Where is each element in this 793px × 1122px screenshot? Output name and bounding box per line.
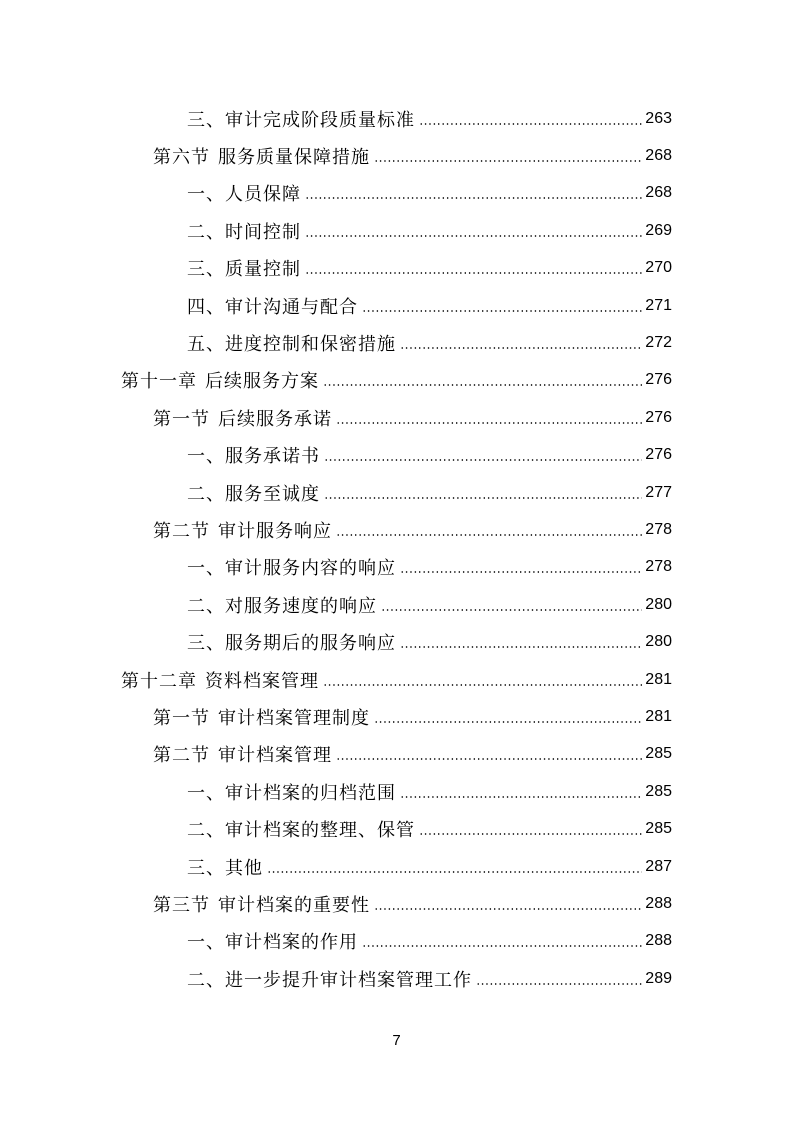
toc-entry-title (187, 480, 320, 506)
toc-entry-label: 第六节 (153, 147, 210, 169)
toc-entry-title (187, 255, 301, 281)
toc-entry-title (187, 293, 358, 319)
toc-entry-label: 一、 (187, 446, 225, 468)
toc-entry-text: 对服务速度的响应 (225, 595, 377, 617)
toc-entry-label: 一、 (187, 782, 225, 804)
toc-entry-page: 288 (645, 894, 672, 912)
toc-entry-label: 第一节 (153, 408, 210, 430)
toc-entry-page: 281 (645, 670, 672, 688)
toc-entry-text: 服务期后的服务响应 (225, 633, 396, 655)
toc-entry-label: 五、 (187, 334, 225, 356)
toc-entry[interactable] (0, 773, 793, 810)
toc-entry-page: 288 (645, 932, 672, 950)
toc-entry-label: 二、 (187, 483, 225, 505)
dot-leader (419, 833, 642, 835)
toc-entry-label: 二、 (187, 221, 225, 243)
dot-leader (305, 235, 642, 237)
toc-entry-title (121, 367, 319, 393)
toc-entry[interactable] (0, 137, 793, 174)
table-of-contents (0, 100, 793, 997)
toc-entry-label: 第二节 (153, 520, 210, 542)
toc-entry[interactable] (0, 362, 793, 399)
toc-entry-page: 289 (645, 969, 672, 987)
toc-entry-title (187, 554, 396, 580)
toc-entry[interactable] (0, 848, 793, 885)
toc-entry-text: 审计完成阶段质量标准 (225, 109, 415, 131)
toc-entry[interactable] (0, 960, 793, 997)
toc-entry[interactable] (0, 175, 793, 212)
toc-entry-title (187, 180, 301, 206)
toc-entry-text: 审计服务内容的响应 (225, 558, 396, 580)
toc-entry-title (153, 143, 370, 169)
dot-leader (400, 646, 642, 648)
toc-entry[interactable] (0, 586, 793, 623)
toc-entry[interactable] (0, 212, 793, 249)
toc-entry-page: 272 (645, 334, 672, 352)
dot-leader (362, 310, 642, 312)
dot-leader (419, 123, 642, 125)
toc-entry[interactable] (0, 623, 793, 660)
toc-entry[interactable] (0, 661, 793, 698)
toc-entry-text: 审计档案的整理、保管 (225, 820, 415, 842)
toc-entry-text: 质量控制 (225, 259, 301, 281)
toc-entry-title (187, 854, 263, 880)
toc-entry-text: 资料档案管理 (205, 670, 319, 692)
toc-entry-title (153, 704, 370, 730)
dot-leader (323, 684, 642, 686)
toc-entry-label: 一、 (187, 932, 225, 954)
toc-entry-text: 进一步提升审计档案管理工作 (225, 969, 472, 991)
toc-entry-label: 第三节 (153, 894, 210, 916)
toc-entry-text: 进度控制和保密措施 (225, 334, 396, 356)
toc-entry[interactable] (0, 250, 793, 287)
toc-entry-page: 278 (645, 558, 672, 576)
toc-entry-title (153, 891, 370, 917)
toc-entry-page: 280 (645, 595, 672, 613)
toc-entry-label: 一、 (187, 558, 225, 580)
toc-entry-page: 268 (645, 184, 672, 202)
page-number: 7 (392, 1032, 401, 1049)
dot-leader (374, 908, 642, 910)
toc-entry-page: 276 (645, 408, 672, 426)
toc-entry-page: 277 (645, 483, 672, 501)
toc-entry-title (187, 106, 415, 132)
toc-entry-label: 三、 (187, 633, 225, 655)
dot-leader (400, 571, 642, 573)
toc-entry-label: 四、 (187, 296, 225, 318)
toc-entry[interactable] (0, 324, 793, 361)
toc-entry-label: 三、 (187, 857, 225, 879)
toc-entry-text: 服务质量保障措施 (218, 147, 370, 169)
dot-leader (267, 871, 642, 873)
toc-entry-text: 时间控制 (225, 221, 301, 243)
dot-leader (305, 197, 642, 199)
toc-entry-label: 第二节 (153, 745, 210, 767)
toc-entry-label: 二、 (187, 969, 225, 991)
toc-entry[interactable] (0, 511, 793, 548)
toc-entry[interactable] (0, 549, 793, 586)
toc-entry-label: 二、 (187, 820, 225, 842)
toc-entry-title (187, 330, 396, 356)
toc-entry-title (153, 517, 332, 543)
toc-entry-page: 285 (645, 820, 672, 838)
toc-entry-page: 278 (645, 520, 672, 538)
toc-entry[interactable] (0, 810, 793, 847)
toc-entry[interactable] (0, 923, 793, 960)
toc-entry-title (187, 816, 415, 842)
toc-entry-text: 审计档案的重要性 (218, 894, 370, 916)
toc-entry-text: 审计档案的作用 (225, 932, 358, 954)
toc-entry-label: 第十一章 (121, 371, 197, 393)
toc-entry-page: 280 (645, 633, 672, 651)
toc-entry[interactable] (0, 474, 793, 511)
toc-entry-text: 服务承诺书 (225, 446, 320, 468)
toc-entry-page: 287 (645, 857, 672, 875)
toc-entry-label: 三、 (187, 109, 225, 131)
toc-entry-title (187, 966, 472, 992)
dot-leader (336, 422, 642, 424)
toc-entry-text: 审计档案管理 (218, 745, 332, 767)
toc-entry-page: 269 (645, 221, 672, 239)
toc-entry-label: 二、 (187, 595, 225, 617)
toc-entry-title (153, 741, 332, 767)
toc-entry-title (187, 218, 301, 244)
toc-entry-title (187, 629, 396, 655)
toc-entry-page: 276 (645, 446, 672, 464)
toc-entry-label: 三、 (187, 259, 225, 281)
toc-entry-text: 其他 (225, 857, 263, 879)
toc-entry-text: 审计服务响应 (218, 520, 332, 542)
toc-entry-page: 276 (645, 371, 672, 389)
toc-entry[interactable] (0, 885, 793, 922)
dot-leader (374, 160, 642, 162)
dot-leader (476, 983, 642, 985)
toc-entry-text: 服务至诚度 (225, 483, 320, 505)
dot-leader (305, 272, 642, 274)
toc-entry-page: 285 (645, 745, 672, 763)
toc-entry-page: 271 (645, 296, 672, 314)
dot-leader (324, 497, 642, 499)
toc-entry-title (187, 779, 396, 805)
toc-entry-label: 一、 (187, 184, 225, 206)
toc-entry-text: 人员保障 (225, 184, 301, 206)
toc-entry-title (187, 442, 320, 468)
dot-leader (400, 347, 642, 349)
toc-entry[interactable] (0, 437, 793, 474)
dot-leader (336, 758, 642, 760)
toc-entry-text: 后续服务承诺 (218, 408, 332, 430)
toc-entry-title (121, 667, 319, 693)
toc-entry[interactable] (0, 100, 793, 137)
toc-entry[interactable] (0, 736, 793, 773)
toc-entry-page: 270 (645, 259, 672, 277)
dot-leader (374, 721, 642, 723)
toc-entry-title (187, 928, 358, 954)
toc-entry-text: 审计沟通与配合 (225, 296, 358, 318)
toc-entry-page: 263 (645, 109, 672, 127)
dot-leader (400, 796, 642, 798)
toc-entry-page: 268 (645, 147, 672, 165)
toc-entry-text: 审计档案的归档范围 (225, 782, 396, 804)
dot-leader (323, 384, 642, 386)
toc-entry-page: 285 (645, 782, 672, 800)
toc-entry[interactable] (0, 399, 793, 436)
dot-leader (362, 945, 642, 947)
toc-entry-page: 281 (645, 707, 672, 725)
toc-entry-text: 审计档案管理制度 (218, 707, 370, 729)
dot-leader (324, 459, 642, 461)
toc-entry-title (187, 592, 377, 618)
dot-leader (336, 534, 642, 536)
dot-leader (381, 609, 642, 611)
toc-entry[interactable] (0, 287, 793, 324)
toc-entry[interactable] (0, 698, 793, 735)
toc-entry-text: 后续服务方案 (205, 371, 319, 393)
toc-entry-label: 第十二章 (121, 670, 197, 692)
toc-entry-label: 第一节 (153, 707, 210, 729)
toc-entry-title (153, 405, 332, 431)
